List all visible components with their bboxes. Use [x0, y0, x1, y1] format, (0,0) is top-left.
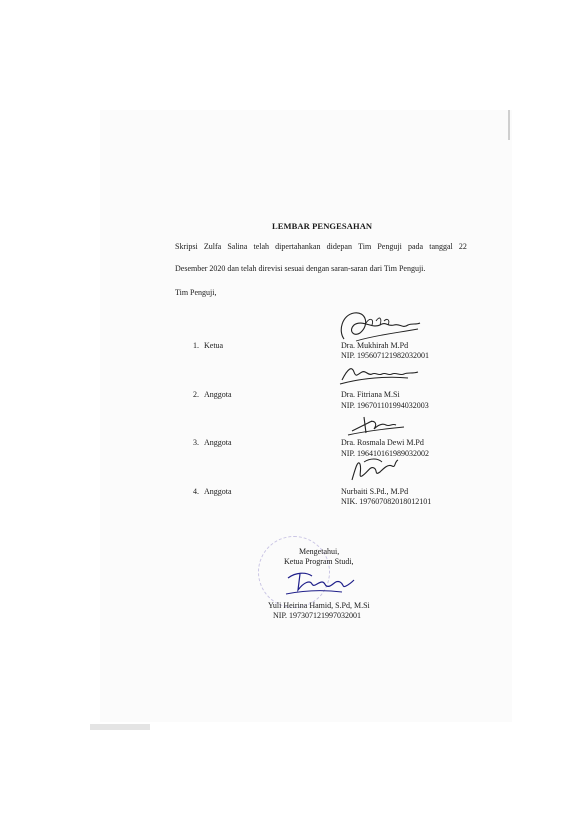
examiner-id: NIP. 195607121982032001	[341, 351, 430, 360]
paragraph-word: dipertahankan	[275, 242, 321, 251]
paragraph-word: Zulfa	[203, 242, 222, 251]
approval-name: Yuli Heirina Hamid, S.Pd, M.Si	[268, 601, 370, 610]
examiner-id: NIP. 196410161989032002	[341, 449, 430, 458]
paragraph-word: didepan	[326, 242, 352, 251]
examiner-role: Anggota	[204, 487, 232, 496]
approval-line-1: Mengetahui,	[299, 547, 340, 556]
paragraph-word: Penguji	[377, 242, 402, 251]
signature-anggota-2	[344, 413, 406, 437]
scanned-sheet	[100, 110, 512, 722]
paragraph-word: Tim	[358, 242, 372, 251]
paragraph-word: Salina	[227, 242, 248, 251]
examiner-role: Ketua	[204, 341, 224, 350]
paragraph-word: tanggal	[429, 242, 453, 251]
paragraph-word: pada	[407, 242, 424, 251]
examiner-name: Dra. Rosmala Dewi M.Pd	[341, 438, 424, 447]
examiner-role: Anggota	[204, 438, 232, 447]
examiner-name: Dra. Mukhirah M.Pd	[341, 341, 409, 350]
paragraph-word: 22	[458, 242, 467, 251]
examiner-number: 2.	[193, 390, 199, 399]
approval-id: NIP. 197307121997032001	[273, 611, 362, 620]
paragraph-word: Skripsi	[175, 242, 198, 251]
paragraph-word: telah	[253, 242, 270, 251]
examiner-name: Nurbaiti S.Pd., M.Pd	[341, 487, 409, 496]
signature-anggota-3	[344, 456, 402, 486]
signature-anggota-1	[338, 362, 422, 386]
tim-penguji-label: Tim Penguji,	[175, 288, 217, 297]
scanner-watermark	[90, 724, 150, 730]
examiner-number: 4.	[193, 487, 199, 496]
document-title: LEMBAR PENGESAHAN	[272, 221, 373, 231]
examiner-id: NIK. 197607082018012101	[341, 497, 432, 506]
examiner-role: Anggota	[204, 390, 232, 399]
paragraph-line-2: Desember 2020 dan telah direvisi sesuai dengan saran-saran dari Tim Penguji.	[175, 264, 426, 273]
signature-ketua	[336, 309, 422, 345]
signature-ketua-prodi	[282, 568, 356, 598]
examiner-number: 1.	[193, 341, 199, 350]
approval-line-2: Ketua Program Studi,	[284, 557, 354, 566]
examiner-name: Dra. Fitriana M.Si	[341, 390, 400, 399]
examiner-id: NIP. 196701101994032003	[341, 401, 429, 410]
examiner-number: 3.	[193, 438, 199, 447]
paragraph-line-1	[175, 242, 467, 252]
scan-edge	[508, 110, 510, 140]
